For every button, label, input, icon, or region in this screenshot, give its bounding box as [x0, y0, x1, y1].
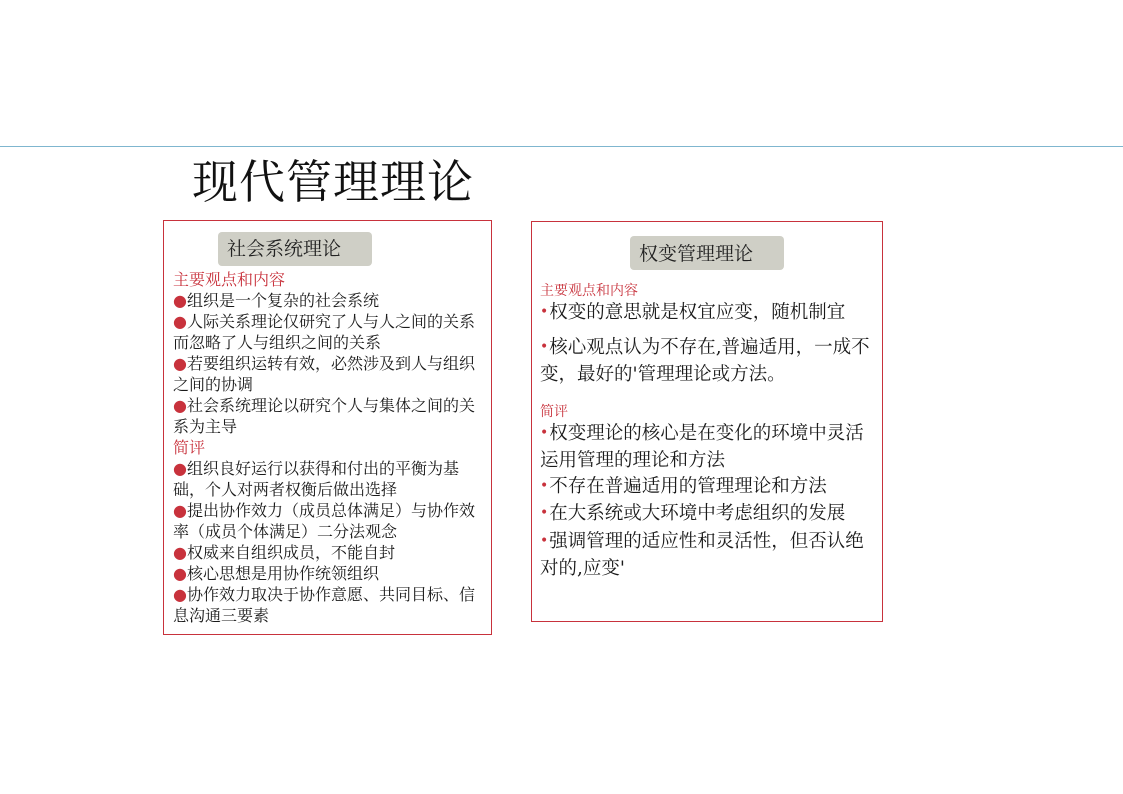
- review-heading: 简评: [173, 438, 206, 457]
- list-item: [540, 529, 876, 582]
- list-item: [173, 500, 478, 542]
- list-item-text: 核心思想是用协作统领组织: [186, 564, 379, 583]
- list-item: [540, 300, 876, 328]
- bullet-icon: •: [540, 477, 549, 494]
- main-points-heading: 主要观点和内容: [173, 270, 286, 289]
- list-item: [540, 421, 876, 474]
- list-item-text: 协作效力取决于协作意愿、共同目标、信息沟通三要素: [173, 585, 475, 625]
- bullet-icon: •: [540, 505, 549, 521]
- bullet-icon: ●: [173, 291, 187, 310]
- bullet-icon: •: [540, 338, 549, 355]
- list-item: [173, 353, 478, 395]
- bullet-icon: ●: [173, 564, 187, 583]
- list-item: [540, 501, 876, 529]
- panel-tag: 社会系统理论: [218, 232, 372, 266]
- bullet-icon: ●: [173, 312, 187, 331]
- bullet-icon: •: [540, 532, 549, 549]
- social-system-theory-panel: [163, 220, 492, 635]
- list-item-text: 组织是一个复杂的社会系统: [186, 291, 379, 310]
- bullet-icon: ●: [173, 543, 187, 562]
- list-item: [540, 474, 876, 502]
- page-title: 现代管理理论: [192, 155, 474, 209]
- header-divider: [0, 146, 1123, 147]
- bullet-icon: •: [540, 304, 549, 320]
- review-heading: 简评: [540, 403, 568, 420]
- panel-tag: 权变管理理论: [630, 236, 784, 270]
- contingency-theory-panel: [531, 221, 883, 622]
- list-item-text: 在大系统或大环境中考虑组织的发展: [549, 503, 846, 524]
- panel-body: [173, 269, 478, 626]
- bullet-icon: ●: [173, 501, 187, 520]
- panel-body: [540, 282, 876, 582]
- list-item-text: 权变的意思就是权宜应变，随机制宜: [549, 302, 846, 323]
- bullet-icon: •: [540, 424, 549, 441]
- list-item-text: 强调管理的适应性和灵活性，但否认绝对的,应变': [540, 530, 864, 579]
- list-item: [173, 542, 478, 563]
- list-item-text: 组织良好运行以获得和付出的平衡为基础，个人对两者权衡后做出选择: [173, 459, 459, 499]
- bullet-icon: ●: [173, 585, 187, 604]
- list-item-text: 权变理论的核心是在变化的环境中灵活运用管理的理论和方法: [540, 422, 864, 471]
- list-item: [173, 311, 478, 353]
- list-item-text: 核心观点认为不存在,普遍适用，一成不变，最好的'管理理论或方法。: [540, 336, 870, 385]
- list-item-text: 不存在普遍适用的管理理论和方法: [549, 475, 827, 497]
- list-item-text: 权威来自组织成员，不能自封: [186, 543, 395, 562]
- list-item: [173, 290, 478, 311]
- list-item-text: 社会系统理论以研究个人与集体之间的关系为主导: [173, 396, 475, 436]
- bullet-icon: ●: [173, 396, 187, 415]
- main-points-heading: 主要观点和内容: [540, 283, 638, 299]
- list-item: [173, 395, 478, 437]
- bullet-icon: ●: [173, 459, 187, 478]
- list-item: [540, 335, 876, 388]
- list-item: [173, 584, 478, 626]
- list-item: [173, 563, 478, 584]
- list-item-text: 若要组织运转有效，必然涉及到人与组织之间的协调: [173, 354, 475, 394]
- list-item: [173, 458, 478, 500]
- list-item-text: 人际关系理论仅研究了人与人之间的关系而忽略了人与组织之间的关系: [173, 312, 475, 352]
- list-item-text: 提出协作效力（成员总体满足）与协作效率（成员个体满足）二分法观念: [173, 501, 475, 541]
- bullet-icon: ●: [173, 354, 187, 373]
